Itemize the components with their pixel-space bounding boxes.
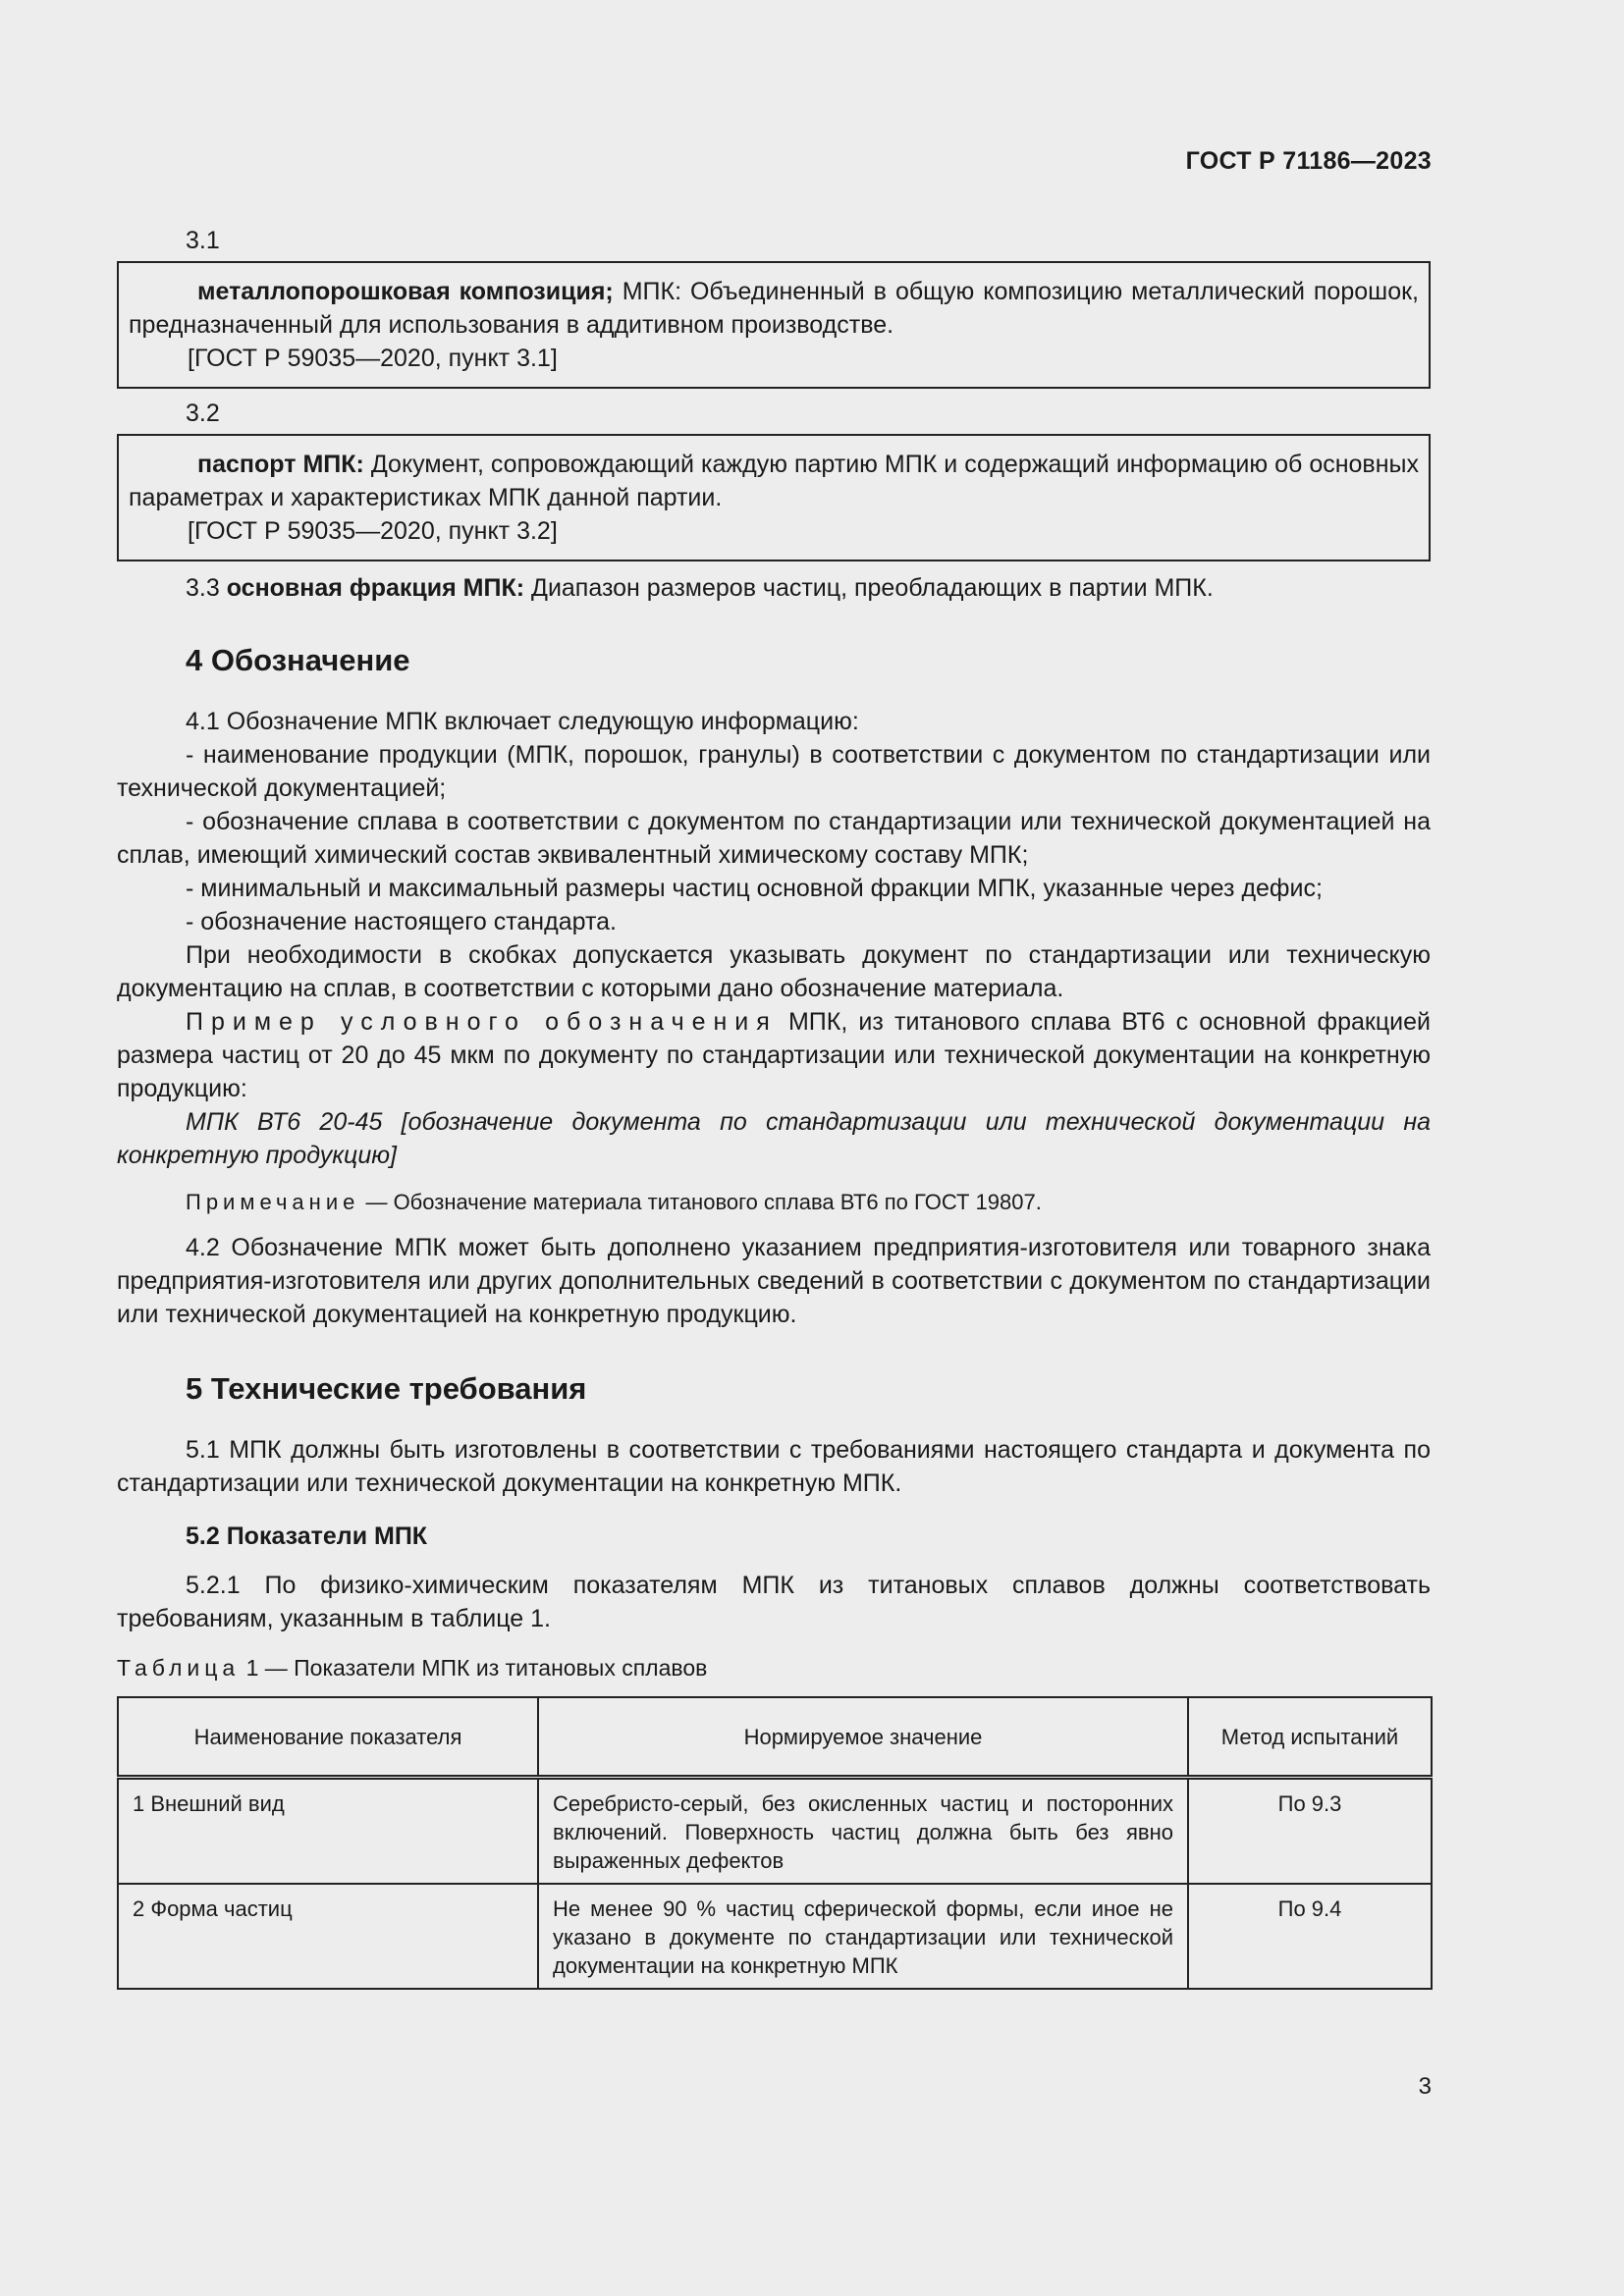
table-1 <box>117 1696 1433 1990</box>
table-row <box>118 1778 1432 1885</box>
term-paragraph <box>129 275 1419 342</box>
table-header-row <box>118 1697 1432 1778</box>
note <box>117 1186 1431 1219</box>
example-paragraph <box>117 1005 1431 1105</box>
table-cell: 1 Внешний вид <box>118 1778 538 1885</box>
table-header-cell: Метод испытаний <box>1188 1697 1432 1778</box>
table-cell: 2 Форма частиц <box>118 1884 538 1989</box>
term-paragraph <box>129 448 1419 514</box>
term-definition: МПК: Объединенный в общую композицию металлический порошок, предназначенный для использования в аддитивном производстве. <box>129 278 1419 339</box>
list-item: - наименование продукции (МПК, порошок, гранулы) в соответствии с документом по стандартизации или технической документацией; <box>117 741 1431 802</box>
table-header-cell: Наименование показателя <box>118 1697 538 1778</box>
paragraph-5-1: 5.1 МПК должны быть изготовлены в соответствии с требованиями настоящего стандарта и документа по стандартизации или технической документации на конкретную МПК. <box>117 1436 1431 1497</box>
table-caption-text: 1 — Показатели МПК из титановых сплавов <box>245 1655 708 1681</box>
table-cell: По 9.3 <box>1188 1778 1432 1885</box>
note-label: Примечание <box>186 1190 360 1214</box>
table-cell: По 9.4 <box>1188 1884 1432 1989</box>
paragraph: При необходимости в скобках допускается указывать документ по стандартизации или техническую документацию на сплав, в соответствии с которыми дано обозначение материала. <box>117 941 1431 1002</box>
list-item: - минимальный и максимальный размеры частиц основной фракции МПК, указанные через дефис; <box>186 875 1323 902</box>
page-number: 3 <box>1418 2073 1432 2100</box>
document-header: ГОСТ Р 71186—2023 <box>1185 147 1432 175</box>
definition-box <box>117 434 1431 561</box>
section-heading: 5 Технические требования <box>186 1371 587 1406</box>
term-number: 3.2 <box>186 400 220 427</box>
term-paragraph <box>117 571 1431 605</box>
term-name: основная фракция МПК: <box>226 574 525 602</box>
term-source: [ГОСТ Р 59035—2020, пункт 3.1] <box>188 345 558 372</box>
table-cell: Серебристо-серый, без окисленных частиц и посторонних включений. Поверхность частиц должна быть без явно выраженных дефектов <box>538 1778 1188 1885</box>
note-text: — Обозначение материала титанового сплава ВТ6 по ГОСТ 19807. <box>359 1190 1042 1214</box>
example-label: Пример условного обозначения <box>186 1008 778 1036</box>
example-designation: МПК ВТ6 20-45 [обозначение документа по стандартизации или технической документации на конкретную продукцию] <box>117 1108 1431 1169</box>
term-definition: Документ, сопровождающий каждую партию МПК и содержащий информацию об основных параметрах и характеристиках МПК данной партии. <box>129 451 1419 511</box>
paragraph-4-1: 4.1 Обозначение МПК включает следующую информацию: <box>186 708 859 735</box>
paragraph-5-2-1: 5.2.1 По физико-химическим показателям МПК из титановых сплавов должны соответствовать требованиям, указанным в таблице 1. <box>117 1572 1431 1632</box>
definition-box <box>117 261 1431 389</box>
paragraph-4-2: 4.2 Обозначение МПК может быть дополнено указанием предприятия-изготовителя или товарного знака предприятия-изготовителя или других дополнительных сведений в соответствии с документом по стандартизации или технической документацией на конкретную продукцию. <box>117 1234 1431 1328</box>
term-number: 3.1 <box>186 227 220 254</box>
table-caption-label: Таблица <box>117 1655 241 1681</box>
list-item: - обозначение настоящего стандарта. <box>186 908 617 935</box>
table-cell: Не менее 90 % частиц сферической формы, если иное не указано в документе по стандартизации или технической документации на конкретную МПК <box>538 1884 1188 1989</box>
term-definition: Диапазон размеров частиц, преобладающих в партии МПК. <box>524 574 1214 602</box>
section-heading: 4 Обозначение <box>186 643 410 677</box>
page-content <box>117 224 1431 1990</box>
term-source: [ГОСТ Р 59035—2020, пункт 3.2] <box>188 517 558 545</box>
term-name: паспорт МПК: <box>197 451 364 478</box>
subsection-heading: 5.2 Показатели МПК <box>186 1522 428 1550</box>
list-item: - обозначение сплава в соответствии с документом по стандартизации или технической документацией на сплав, имеющий химический состав эквивалентный химическому составу МПК; <box>117 808 1431 869</box>
table-caption <box>117 1651 1431 1684</box>
example-text: МПК, из титанового сплава ВТ6 с основной фракцией размера частиц от 20 до 45 мкм по документу по стандартизации или технической документации на конкретную продукцию: <box>117 1008 1431 1102</box>
table-row <box>118 1884 1432 1989</box>
table-header-cell: Нормируемое значение <box>538 1697 1188 1778</box>
term-number: 3.3 <box>186 574 220 602</box>
term-name: металлопорошковая композиция; <box>197 278 614 305</box>
